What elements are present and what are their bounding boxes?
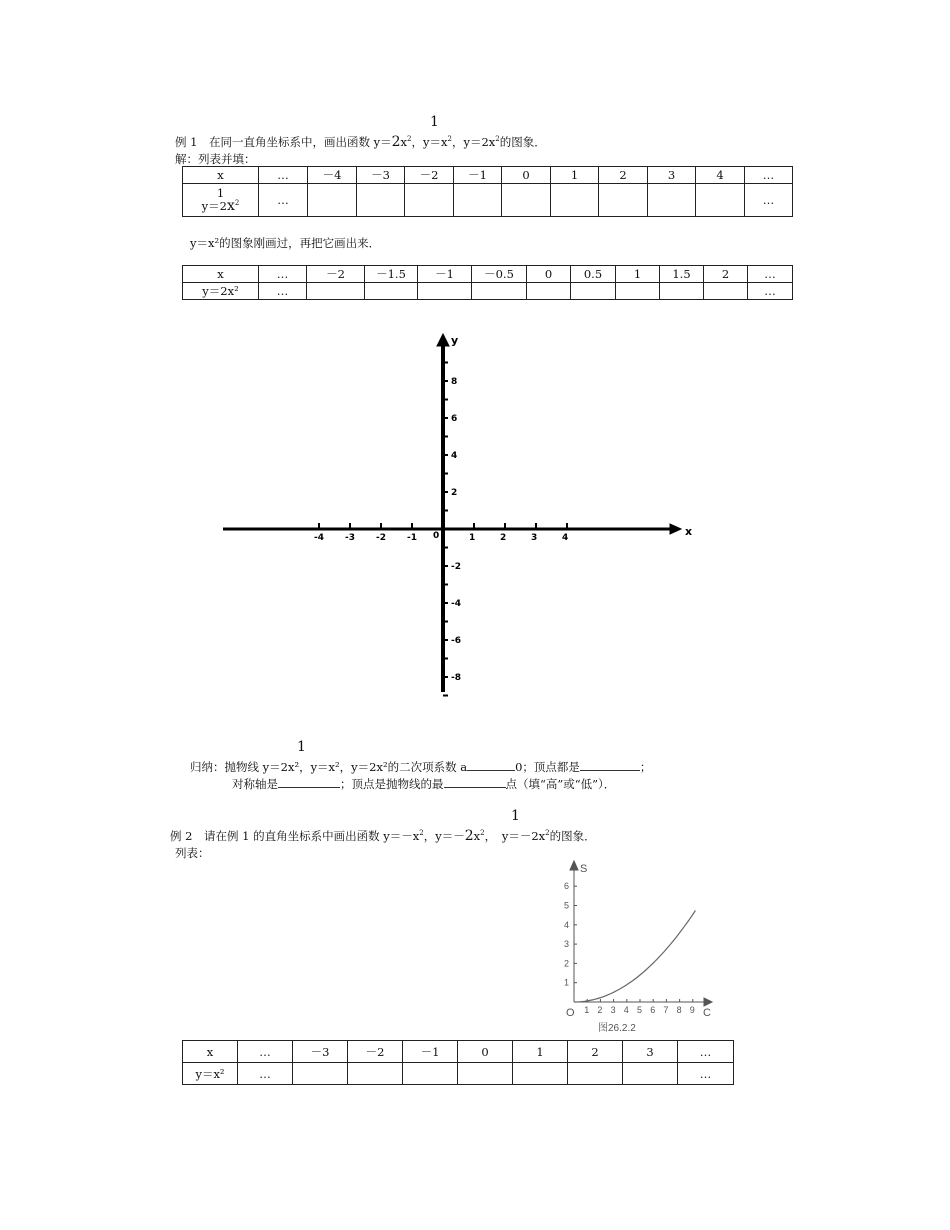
table-header-row [183,1041,734,1063]
note-text: y＝x²的图象刚画过，再把它画出来． [190,236,381,250]
table-3 [182,1040,734,1085]
table-cell[interactable] [599,184,648,217]
table-cell: … [238,1063,293,1085]
table-cell: 3 [648,167,696,184]
table-cell: … [745,184,793,217]
small-y-tick-label: 2 [564,958,570,969]
table-cell: x [183,167,259,184]
table-cell: －2 [405,167,454,184]
small-x-tick-label: 3 [610,1005,616,1015]
example1-title: 例 1 在同一直角坐标系中，画出函数 $y=2x^2$，$y=x^2$，$y=2x^2$的图象． [175,134,546,150]
table-cell: 4 [696,167,745,184]
table-cell[interactable] [308,184,357,217]
table-cell: －1 [454,167,502,184]
y-tick-label: -2 [451,562,461,572]
x-axis-label: x [685,525,693,538]
table-2 [182,265,793,300]
table-cell[interactable] [365,283,418,300]
small-y-tick-label: 6 [564,881,570,892]
x-tick-label: -3 [345,533,355,543]
x-tick-label: 3 [531,533,538,543]
table-cell: －0.5 [472,266,527,283]
y-tick-label: 2 [451,488,458,498]
table-cell[interactable] [648,184,696,217]
row-label-cell [183,184,259,217]
table-cell: －4 [308,167,357,184]
table-cell: … [748,283,793,300]
table-cell: 2 [599,167,648,184]
table-cell: … [259,266,307,283]
table-cell[interactable] [454,184,502,217]
small-x-tick-label: 5 [637,1005,643,1015]
table-row [183,1063,734,1085]
list-label: 列表： [175,846,210,860]
table-cell: … [259,283,307,300]
table-cell[interactable] [293,1063,348,1085]
small-graph [556,856,721,1036]
table-cell: －3 [357,167,405,184]
small-y-arrow [570,861,578,870]
table-cell[interactable] [403,1063,458,1085]
table-cell: 2 [568,1041,623,1063]
table-cell: －2 [307,266,365,283]
fraction-one: 1 [297,739,306,755]
x-tick-label: -4 [314,533,324,543]
x-axis-arrow [670,524,681,534]
y-axis-label: y [451,334,459,347]
table-cell[interactable] [513,1063,568,1085]
figure-caption: 图26.2.2 [598,1023,636,1034]
table-cell[interactable] [704,283,748,300]
small-y-tick-label: 3 [564,939,570,950]
small-origin-label: O [566,1007,575,1019]
table-cell: … [259,167,308,184]
y-tick-label: 6 [451,414,458,424]
small-y-tick-label: 5 [564,900,570,911]
summary-line-1: 归纳：抛物线 y＝2x²，y＝x²，y＝2x²的二次项系数 a 0；顶点都是 ； [190,760,652,774]
y-tick-label: -8 [451,673,461,683]
answer-blank[interactable] [580,760,640,771]
table-cell: … [238,1041,293,1063]
table-cell[interactable] [502,184,551,217]
table-cell: －1 [403,1041,458,1063]
table-cell: … [748,266,793,283]
parabola-curve [574,911,695,1003]
table-cell: … [745,167,793,184]
table-cell[interactable] [418,283,472,300]
row-label: y＝x² [183,1063,238,1085]
table-cell: －3 [293,1041,348,1063]
table-cell: … [259,184,308,217]
table-cell: 0.5 [571,266,616,283]
table-cell[interactable] [568,1063,623,1085]
table-header-row [183,167,793,184]
small-x-tick-label: 2 [597,1005,603,1015]
x-tick-label: 1 [469,533,476,543]
table-row [183,283,793,300]
table-cell: 1 [513,1041,568,1063]
origin-label: 0 [433,531,440,541]
table-cell[interactable] [623,1063,678,1085]
fraction-one: 1 [430,114,439,130]
table-cell: 0 [502,167,551,184]
table-cell: x [183,1041,238,1063]
table-cell: 0 [458,1041,513,1063]
answer-blank[interactable] [278,777,340,788]
table-cell[interactable] [660,283,704,300]
answer-blank[interactable] [444,777,506,788]
table-cell[interactable] [527,283,571,300]
table-cell: 1 [551,167,599,184]
small-x-tick-label: 8 [676,1005,682,1015]
small-y-label: S [580,863,588,875]
small-x-tick-label: 9 [689,1005,695,1015]
small-x-tick-label: 6 [650,1005,656,1015]
table-cell: 1.5 [660,266,704,283]
table-cell: －1.5 [365,266,418,283]
y-tick-label: 8 [451,377,458,387]
table-cell[interactable] [616,283,660,300]
table-cell: … [678,1063,734,1085]
table-cell[interactable] [571,283,616,300]
fraction-one: 1 [511,808,520,824]
small-x-tick-label: 7 [663,1005,669,1015]
table-cell: －2 [348,1041,403,1063]
table-cell[interactable] [696,184,745,217]
table-cell: 3 [623,1041,678,1063]
example2-title: 例 2 请在例 1 的直角坐标系中画出函数 $y=-x^2$，$y=-2x^2$， $y=-2x^2$的图象． [170,828,596,844]
x-tick-label: -2 [376,533,386,543]
table-cell: 0 [527,266,571,283]
table-header-row [183,266,793,283]
y-tick-label: -4 [451,599,461,609]
small-y-tick-label: 4 [564,919,570,930]
small-x-label: C [703,1007,711,1019]
solution-label: 解：列表并填： [175,152,256,166]
x-tick-label: 4 [562,533,569,543]
row-label: y＝2x² [183,283,259,300]
x-tick-label: 2 [500,533,507,543]
table-cell: … [678,1041,734,1063]
table-cell[interactable] [405,184,454,217]
table-cell: x [183,266,259,283]
table-cell[interactable] [472,283,527,300]
row-label-fraction: 1 [216,186,225,200]
answer-blank[interactable] [467,760,515,771]
x-tick-label: -1 [407,533,417,543]
y-tick-label: 4 [451,451,458,461]
small-x-tick-label: 1 [584,1005,590,1015]
small-x-arrow [704,998,712,1006]
summary-line-2: 对称轴是 ；顶点是抛物线的最 点（填“高”或“低”）． [232,777,616,791]
y-tick-label: -6 [451,636,461,646]
table-cell: 2 [704,266,748,283]
table-1 [182,166,793,217]
coordinate-axes[interactable] [215,330,705,700]
table-cell[interactable] [357,184,405,217]
small-y-tick-label: 1 [564,977,570,988]
table-cell: 1 [616,266,660,283]
row-label: $y=2x^2$ [201,198,240,214]
table-cell[interactable] [307,283,365,300]
table-cell[interactable] [348,1063,403,1085]
table-cell: －1 [418,266,472,283]
table-cell[interactable] [551,184,599,217]
table-row [183,184,793,217]
small-x-tick-label: 4 [623,1005,629,1015]
table-cell[interactable] [458,1063,513,1085]
